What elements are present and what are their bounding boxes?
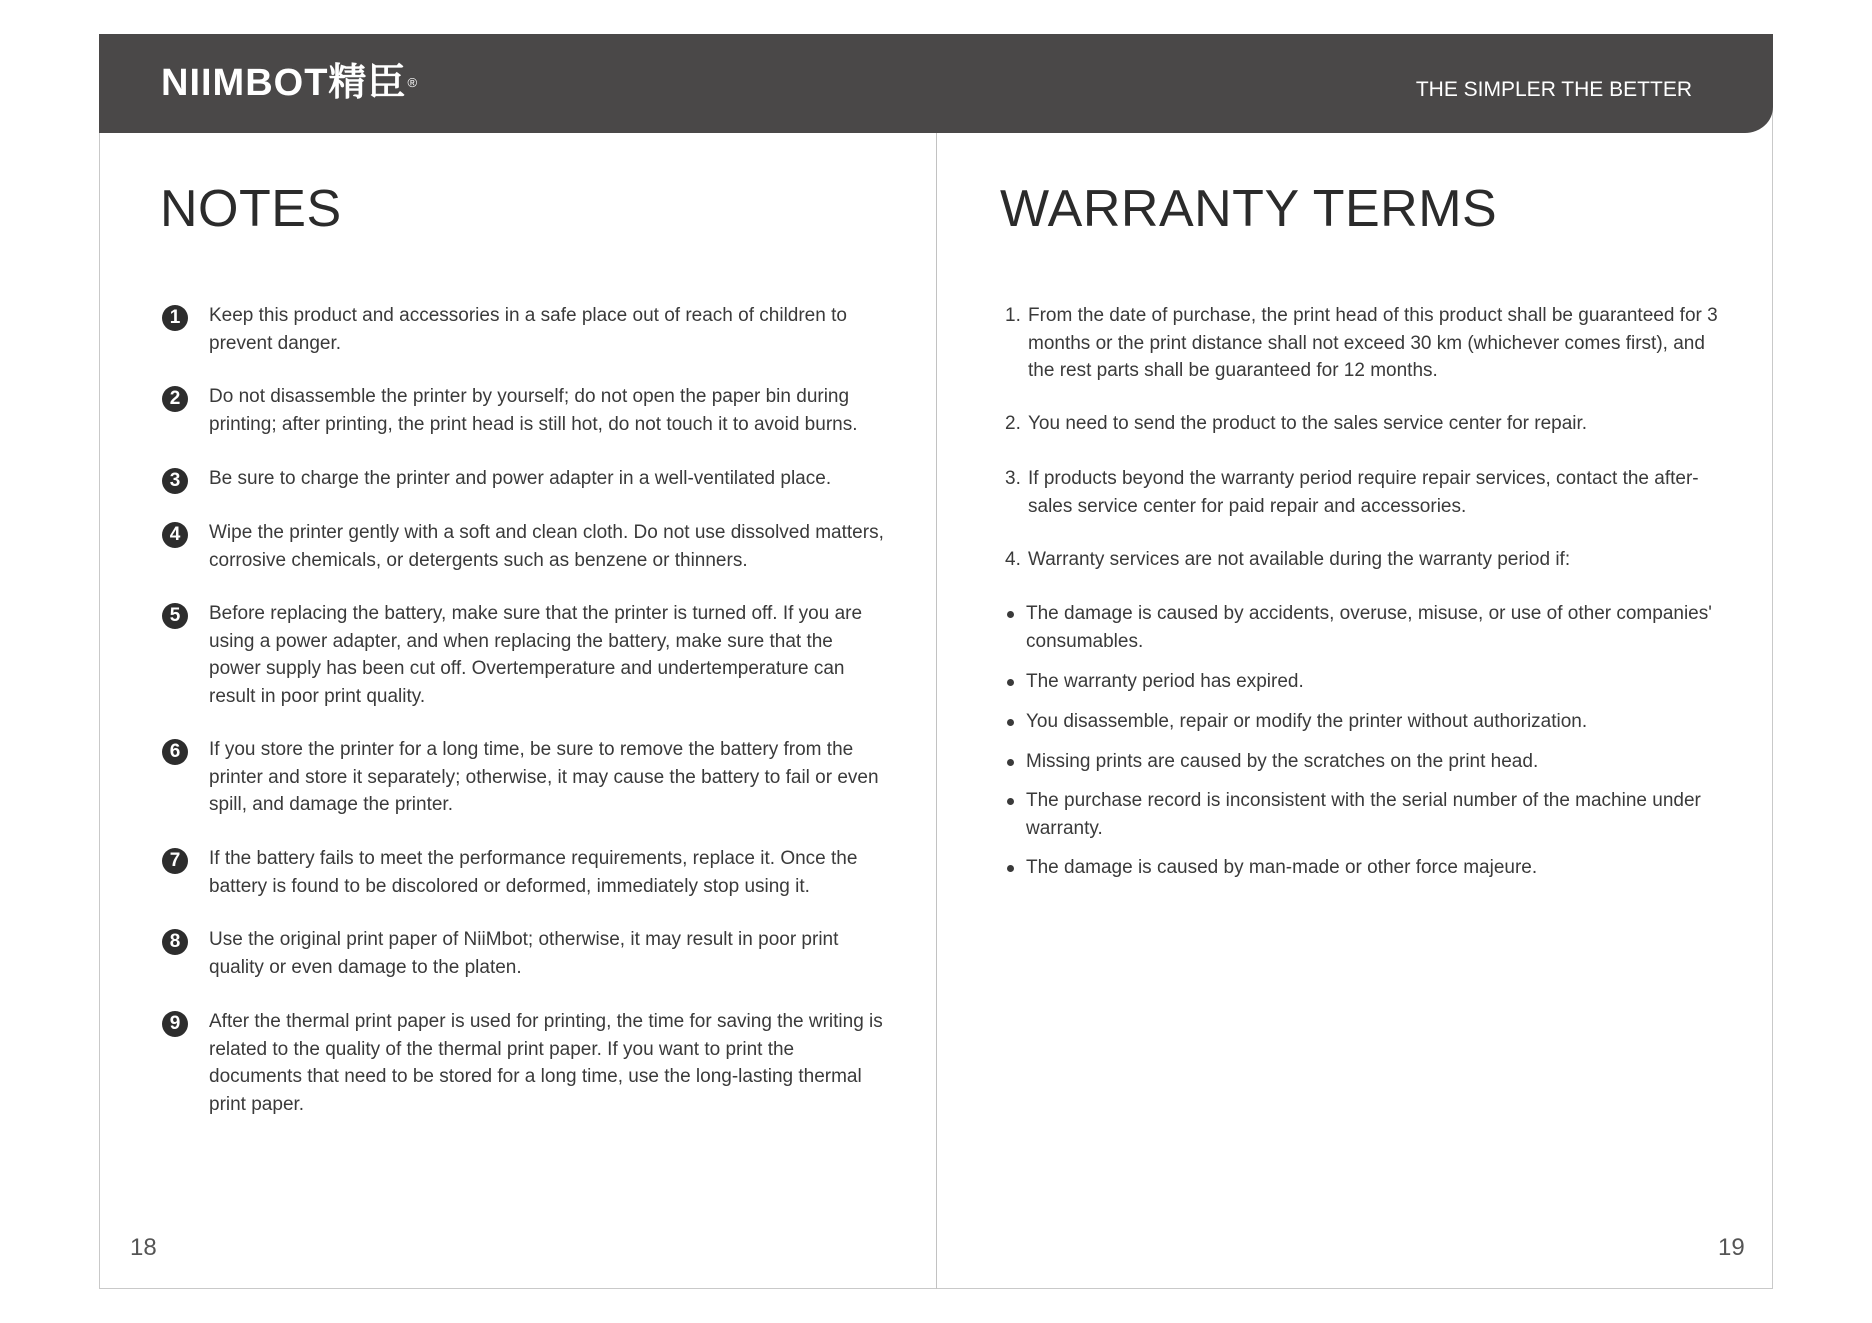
term-number: 1. xyxy=(1005,305,1021,326)
notes-title: NOTES xyxy=(160,180,342,238)
note-text: After the thermal print paper is used for printing, the time for saving the writing is related to the quality of the thermal print paper. If you want to print the documents that need to be stored for a long time, use the long-lasting thermal print paper. xyxy=(209,1011,883,1115)
bullet-icon xyxy=(1007,865,1014,872)
note-text: Use the original print paper of NiiMbot; otherwise, it may result in poor print quality or even damage to the platen. xyxy=(209,929,839,978)
note-number-badge: 4 xyxy=(162,522,188,548)
note-number-badge: 2 xyxy=(162,386,188,412)
note-text: Before replacing the battery, make sure that the printer is turned off. If you are using a power adapter, and when replacing the battery, make sure that the power supply has been cut off. Overtemperature and undertemperature can result in poor print quality. xyxy=(209,603,863,707)
term-number: 2. xyxy=(1005,413,1021,434)
exclusion-text: The damage is caused by man-made or other force majeure. xyxy=(1026,857,1538,878)
exclusion-text: The purchase record is inconsistent with the serial number of the machine under warranty. xyxy=(1026,790,1701,839)
note-text: Be sure to charge the printer and power adapter in a well-ventilated place. xyxy=(209,468,832,489)
bullet-icon xyxy=(1007,679,1014,686)
note-number-badge: 8 xyxy=(162,929,188,955)
exclusion-text: The warranty period has expired. xyxy=(1026,671,1304,692)
note-text: Wipe the printer gently with a soft and clean cloth. Do not use dissolved matters, corrosive chemicals, or detergents such as benzene or thinners. xyxy=(209,522,884,571)
term-text: You need to send the product to the sales service center for repair. xyxy=(1028,413,1588,434)
note-text: If you store the printer for a long time, be sure to remove the battery from the printer and store it separately; otherwise, it may cause the battery to fail or even spill, and damage the printer. xyxy=(209,739,879,815)
term-text: From the date of purchase, the print head of this product shall be guaranteed for 3 months or the print distance shall not exceed 30 km (whichever comes first), and the rest parts shall be guaranteed for 12 months. xyxy=(1028,305,1718,381)
page-number-right: 19 xyxy=(1718,1234,1745,1261)
note-text: Do not disassemble the printer by yourself; do not open the paper bin during printing; after printing, the print head is still hot, do not touch it to avoid burns. xyxy=(209,386,858,435)
exclusion-text: You disassemble, repair or modify the printer without authorization. xyxy=(1026,711,1588,732)
term-text: If products beyond the warranty period require repair services, contact the after-sales service center for paid repair and accessories. xyxy=(1028,468,1699,517)
registered-mark: ® xyxy=(407,75,419,90)
note-number-badge: 1 xyxy=(162,305,188,331)
bullet-icon xyxy=(1007,798,1014,805)
note-number-badge: 7 xyxy=(162,848,188,874)
header-band xyxy=(99,34,1773,133)
note-number-badge: 9 xyxy=(162,1011,188,1037)
warranty-title: WARRANTY TERMS xyxy=(1000,180,1498,238)
niimbot-logo: NIIMBOT精臣® xyxy=(161,62,419,104)
page-number-left: 18 xyxy=(130,1234,157,1261)
exclusion-text: Missing prints are caused by the scratches on the print head. xyxy=(1026,751,1539,772)
term-text: Warranty services are not available during the warranty period if: xyxy=(1028,549,1571,570)
note-number-badge: 5 xyxy=(162,603,188,629)
bullet-icon xyxy=(1007,719,1014,726)
note-text: Keep this product and accessories in a safe place out of reach of children to prevent danger. xyxy=(209,305,847,354)
tagline: THE SIMPLER THE BETTER xyxy=(1415,78,1692,101)
term-number: 4. xyxy=(1005,549,1021,570)
note-number-badge: 3 xyxy=(162,468,188,494)
page-divider xyxy=(936,133,937,1289)
bullet-icon xyxy=(1007,759,1014,766)
note-number-badge: 6 xyxy=(162,739,188,765)
term-number: 3. xyxy=(1005,468,1021,489)
note-text: If the battery fails to meet the performance requirements, replace it. Once the battery is found to be discolored or deformed, immediately stop using it. xyxy=(209,848,858,897)
bullet-icon xyxy=(1007,611,1014,618)
exclusion-text: The damage is caused by accidents, overuse, misuse, or use of other companies' consumables. xyxy=(1026,603,1712,652)
